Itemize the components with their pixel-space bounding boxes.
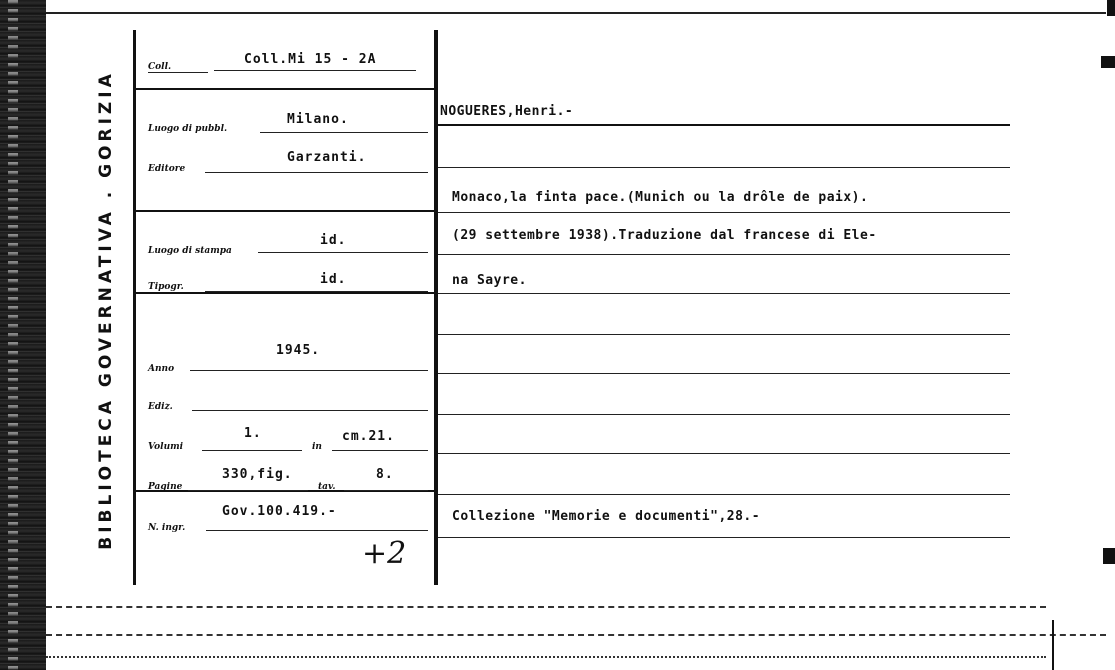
format-value: cm.21. <box>342 429 395 444</box>
author-heading: NOGUERES,Henri.- <box>440 104 574 119</box>
right-line-rule <box>438 124 1010 126</box>
left-border-rule <box>133 30 136 585</box>
bottom-dashed-line <box>46 634 1106 636</box>
shelf-mark-label: Coll. <box>148 62 172 72</box>
bottom-right-mark <box>1052 620 1054 670</box>
right-line-rule <box>438 212 1010 213</box>
left-section-rule <box>136 292 434 294</box>
right-line-rule <box>438 334 1010 335</box>
place-of-publication-value: Milano. <box>287 112 349 127</box>
right-line-rule <box>438 537 1010 538</box>
field-underline <box>205 291 428 292</box>
left-section-rule <box>136 88 434 90</box>
scan-right-mark <box>1107 0 1115 16</box>
accession-number-label: N. ingr. <box>148 523 186 533</box>
title-line-1: Monaco,la finta pace.(Munich ou la drôle de paix). <box>452 190 869 205</box>
place-of-printing-label: Luogo di stampa <box>148 246 232 256</box>
bottom-dashed-line <box>46 656 1046 658</box>
format-in-label: in <box>312 442 322 452</box>
field-underline <box>344 490 428 491</box>
volumes-label: Volumi <box>148 442 184 452</box>
scan-left-edge <box>0 0 46 670</box>
left-section-rule <box>136 210 434 212</box>
right-line-rule <box>438 414 1010 415</box>
place-of-printing-value: id. <box>320 233 347 248</box>
publisher-value: Garzanti. <box>287 150 367 165</box>
scan-right-mark <box>1101 56 1115 68</box>
year-label: Anno <box>148 364 175 374</box>
year-value: 1945. <box>276 343 321 358</box>
field-underline <box>260 132 428 133</box>
volumes-value: 1. <box>244 426 262 441</box>
bottom-dashed-line <box>46 606 1046 608</box>
series-collection: Collezione "Memorie e documenti",28.- <box>452 509 761 524</box>
right-line-rule <box>438 167 1010 168</box>
right-line-rule <box>438 254 1010 255</box>
field-underline <box>332 450 428 451</box>
printer-value: id. <box>320 272 347 287</box>
plates-label: tav. <box>318 482 336 492</box>
field-underline <box>206 530 428 531</box>
accession-number-value: Gov.100.419.- <box>222 504 337 519</box>
title-line-2: (29 settembre 1938).Traduzione dal francese di Ele- <box>452 228 877 243</box>
scan-right-mark <box>1103 548 1115 564</box>
right-line-rule <box>438 373 1010 374</box>
handwritten-note: +2 <box>362 536 407 571</box>
shelf-underline <box>148 72 208 73</box>
right-line-rule <box>438 453 1010 454</box>
right-line-rule <box>438 293 1010 294</box>
card-top-edge <box>46 12 1106 14</box>
field-underline <box>258 252 428 253</box>
field-underline <box>205 172 428 173</box>
shelf-underline <box>214 70 416 71</box>
place-of-publication-label: Luogo di pubbl. <box>148 124 228 134</box>
shelf-mark-value: Coll.Mi 15 - 2A <box>244 52 377 67</box>
field-underline <box>190 370 428 371</box>
center-divider-rule <box>434 30 438 585</box>
plates-value: 8. <box>376 467 394 482</box>
pages-value: 330,fig. <box>222 467 293 482</box>
pages-label: Pagine <box>148 482 183 492</box>
field-underline <box>188 490 308 491</box>
library-side-title: BIBLIOTECA GOVERNATIVA . GORIZIA <box>96 70 116 550</box>
edition-label: Ediz. <box>148 402 173 412</box>
field-underline <box>192 410 428 411</box>
title-line-3: na Sayre. <box>452 273 527 288</box>
printer-label: Tipogr. <box>148 282 184 292</box>
publisher-label: Editore <box>148 164 186 174</box>
field-underline <box>202 450 302 451</box>
right-line-rule <box>438 494 1010 495</box>
